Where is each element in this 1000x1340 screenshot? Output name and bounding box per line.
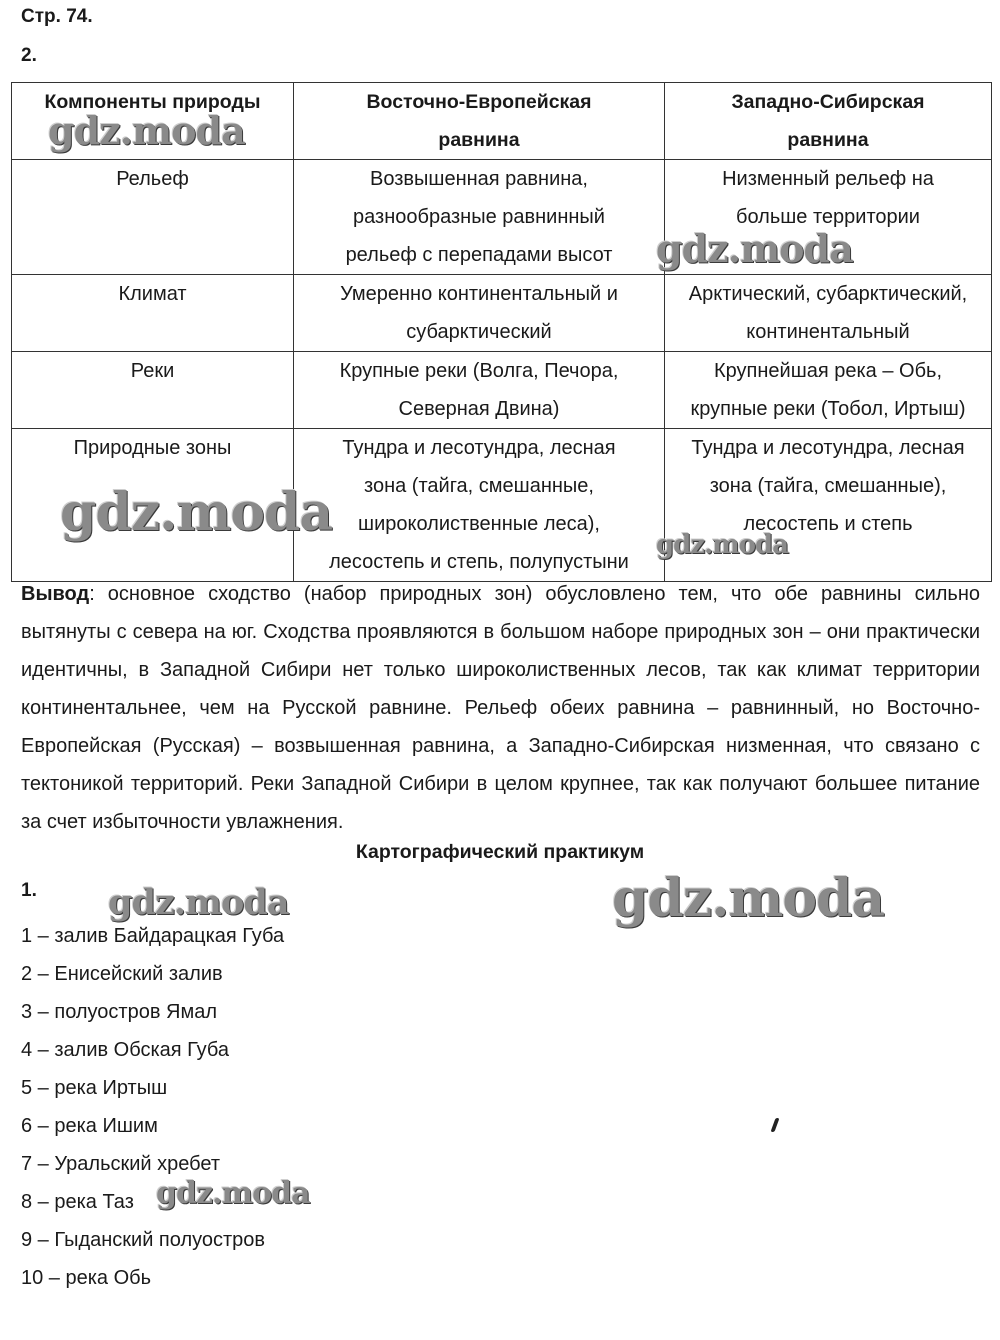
- cell-west-siberian: Низменный рельеф на больше территории: [665, 160, 992, 275]
- cell-component: Реки: [12, 352, 294, 429]
- list-item: 10 – река Обь: [21, 1267, 152, 1289]
- header-east-european: Восточно-Европейская равнина: [294, 83, 665, 160]
- watermark: gdz.moda: [156, 1176, 310, 1211]
- list-item: 9 – Гыданский полуостров: [21, 1229, 266, 1251]
- watermark: gdz.moda: [108, 882, 289, 923]
- watermark: gdz.moda: [656, 226, 853, 271]
- list-item: 4 – залив Обская Губа: [21, 1039, 229, 1061]
- cell-west-siberian: Тундра и лесотундра, лесная зона (тайга, смешанные), лесостепь и степь: [665, 429, 992, 582]
- cell-east-european: Крупные реки (Волга, Печора, Северная Двина): [294, 352, 665, 429]
- list-item: 3 – полуостров Ямал: [21, 1001, 217, 1023]
- practicum-task-number: 1.: [21, 880, 37, 901]
- page-reference: Стр. 74.: [21, 6, 93, 27]
- cell-east-european: Возвышенная равнина, разнообразные равнинный рельеф с перепадами высот: [294, 160, 665, 275]
- list-item: 5 – река Иртыш: [21, 1077, 168, 1099]
- table-row: [12, 429, 992, 582]
- answer-list: [21, 917, 284, 1297]
- list-item: 1 – залив Байдарацкая Губа: [21, 925, 285, 947]
- list-item: 8 – река Таз: [21, 1191, 134, 1213]
- stray-mark: [770, 1118, 779, 1132]
- header-west-siberian: Западно-Сибирская равнина: [665, 83, 992, 160]
- cell-component: Климат: [12, 275, 294, 352]
- watermark: gdz.moda: [60, 482, 333, 543]
- cell-east-european: Тундра и лесотундра, лесная зона (тайга, смешанные, широколиственные леса), лесостепь и степь, полупустыни: [294, 429, 665, 582]
- table-header-row: [12, 83, 992, 160]
- cell-component: Природные зоны: [12, 429, 294, 582]
- list-item: 2 – Енисейский залив: [21, 963, 223, 985]
- header-components: Компоненты природы: [12, 83, 294, 160]
- task-number: 2.: [21, 45, 37, 66]
- conclusion-label: Вывод: [21, 583, 90, 605]
- cell-west-siberian: Арктический, субарктический, континентальный: [665, 275, 992, 352]
- watermark: gdz.moda: [656, 530, 789, 560]
- conclusion-paragraph: [21, 575, 980, 841]
- table-row: [12, 275, 992, 352]
- section-title: Картографический практикум: [355, 841, 645, 863]
- comparison-table: [11, 82, 992, 582]
- table-row: [12, 160, 992, 275]
- watermark: gdz.moda: [612, 868, 885, 929]
- cell-east-european: Умеренно континентальный и субарктический: [294, 275, 665, 352]
- table-row: [12, 352, 992, 429]
- list-item: 7 – Уральский хребет: [21, 1153, 221, 1175]
- conclusion-text: : основное сходство (набор природных зон) обусловлено тем, что обе равнины сильно вытянуты с севера на юг. Сходства проявляются в большом наборе природных зон – они практически идентичны, в Западной Сибири нет только широколиственных лесов, так как климат территории континентальнее, чем на Русской равнине. Рельеф обеих равнина – равнинный, но Восточно-Европейская (Русская) – возвышенная равнина, а Западно-Сибирская низменная, что связано с тектоникой территорий. Реки Западной Сибири в целом крупнее, так как получают большее питание за счет избыточности увлажнения.: [21, 583, 980, 833]
- cell-component: Рельеф: [12, 160, 294, 275]
- cell-west-siberian: Крупнейшая река – Обь, крупные реки (Тобол, Иртыш): [665, 352, 992, 429]
- watermark: gdz.moda: [48, 108, 245, 153]
- list-item: 6 – река Ишим: [21, 1115, 158, 1137]
